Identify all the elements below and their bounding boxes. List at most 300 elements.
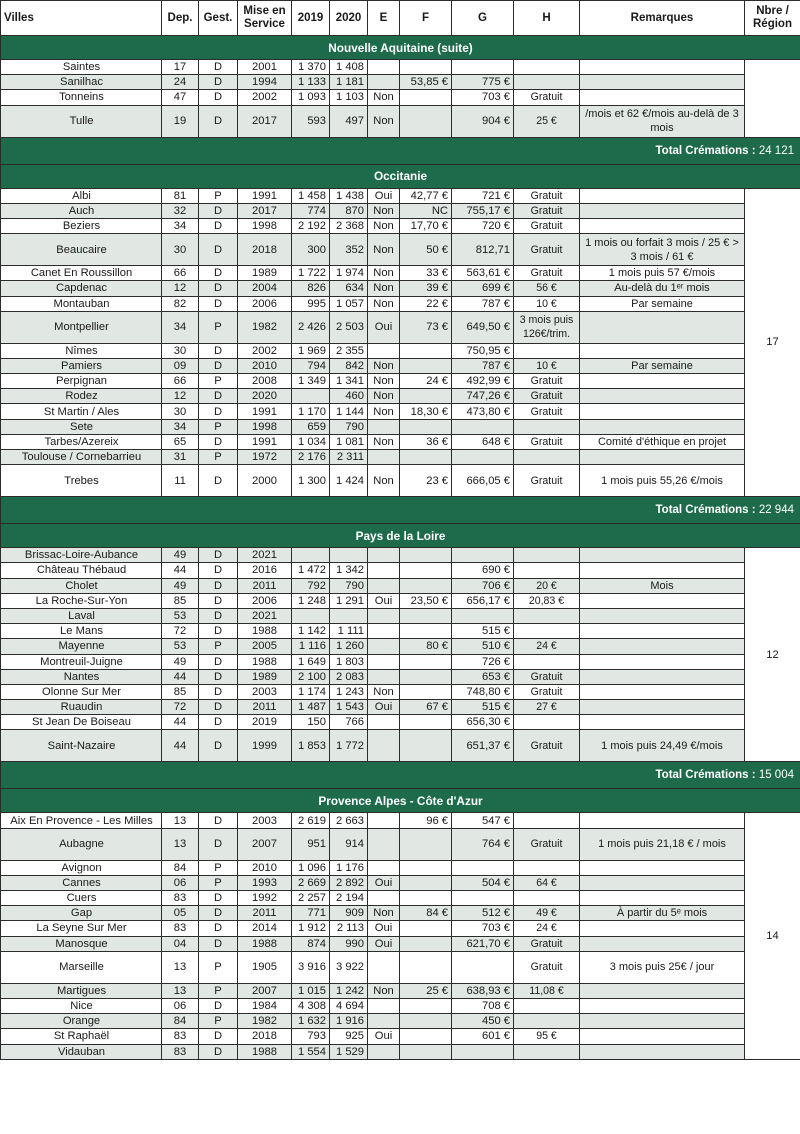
cell-2020: 790	[330, 578, 368, 593]
cell-remarques	[580, 700, 745, 715]
cell-e	[368, 419, 400, 434]
cell-h: 24 €	[514, 921, 580, 936]
cell-remarques	[580, 1014, 745, 1029]
cell-f: 25 €	[400, 983, 452, 998]
cell-h: Gratuit	[514, 404, 580, 419]
cell-mise: 2006	[238, 296, 292, 311]
cell-mise: 2002	[238, 343, 292, 358]
cell-ville: Nîmes	[1, 343, 162, 358]
cell-dep: 04	[162, 936, 199, 951]
cell-e: Oui	[368, 1029, 400, 1044]
cell-f	[400, 654, 452, 669]
cell-remarques	[580, 404, 745, 419]
cell-mise: 2021	[238, 548, 292, 563]
cell-h: 3 mois puis 126€/trim.	[514, 311, 580, 343]
cell-gest: D	[199, 921, 238, 936]
cell-2019: 659	[292, 419, 330, 434]
cell-remarques	[580, 921, 745, 936]
cell-e: Oui	[368, 311, 400, 343]
cell-2020	[330, 608, 368, 623]
table-row	[1, 90, 800, 105]
cell-gest: D	[199, 828, 238, 860]
cell-2019: 1 487	[292, 700, 330, 715]
cell-2020: 2 663	[330, 813, 368, 828]
cell-ville: Pamiers	[1, 358, 162, 373]
cell-gest: D	[199, 90, 238, 105]
cell-2020: 2 503	[330, 311, 368, 343]
cell-g: 621,70 €	[452, 936, 514, 951]
total-label: Total Crémations :	[655, 504, 756, 517]
cell-e	[368, 639, 400, 654]
cell-dep: 30	[162, 404, 199, 419]
header-g: G	[452, 1, 514, 36]
cell-e	[368, 998, 400, 1013]
cell-mise: 1994	[238, 75, 292, 90]
cell-g: 473,80 €	[452, 404, 514, 419]
cell-dep: 83	[162, 891, 199, 906]
cell-e	[368, 75, 400, 90]
cell-g: 450 €	[452, 1014, 514, 1029]
cell-ville: Nice	[1, 998, 162, 1013]
cell-e	[368, 860, 400, 875]
cell-g	[452, 419, 514, 434]
cell-h: Gratuit	[514, 684, 580, 699]
table-row	[1, 563, 800, 578]
cell-2019: 593	[292, 105, 330, 137]
cell-ville: Avignon	[1, 860, 162, 875]
cell-h: 20,83 €	[514, 593, 580, 608]
cell-ville: Saint-Nazaire	[1, 730, 162, 762]
cell-dep: 49	[162, 578, 199, 593]
cell-2019: 150	[292, 715, 330, 730]
cell-h	[514, 624, 580, 639]
cell-f: 18,30 €	[400, 404, 452, 419]
cell-2019: 1 458	[292, 188, 330, 203]
cell-h	[514, 419, 580, 434]
cell-g: 547 €	[452, 813, 514, 828]
cell-remarques	[580, 419, 745, 434]
cell-2019: 1 142	[292, 624, 330, 639]
cell-h: Gratuit	[514, 389, 580, 404]
header-remarques: Remarques	[580, 1, 745, 36]
cell-remarques: 1 mois puis 57 €/mois	[580, 266, 745, 281]
cell-gest: D	[199, 218, 238, 233]
cell-gest: D	[199, 998, 238, 1013]
cell-dep: 34	[162, 218, 199, 233]
cell-h: 10 €	[514, 358, 580, 373]
cell-ville: Trebes	[1, 465, 162, 497]
cell-e	[368, 343, 400, 358]
cell-gest: D	[199, 266, 238, 281]
cell-dep: 85	[162, 684, 199, 699]
cell-2020: 925	[330, 1029, 368, 1044]
cell-f	[400, 578, 452, 593]
header-2020: 2020	[330, 1, 368, 36]
cell-e	[368, 669, 400, 684]
cell-mise: 2002	[238, 90, 292, 105]
table-row	[1, 639, 800, 654]
cell-gest: P	[199, 860, 238, 875]
table-row	[1, 218, 800, 233]
header-2019: 2019	[292, 1, 330, 36]
cell-2019: 1 349	[292, 374, 330, 389]
cell-gest: D	[199, 281, 238, 296]
cell-nbre-region	[745, 60, 800, 138]
cell-f	[400, 1044, 452, 1059]
cell-gest: D	[199, 75, 238, 90]
cell-gest: D	[199, 906, 238, 921]
table-row	[1, 875, 800, 890]
cell-remarques	[580, 593, 745, 608]
cell-mise: 1998	[238, 218, 292, 233]
cell-nbre-region: 12	[745, 548, 800, 762]
cell-ville: Gap	[1, 906, 162, 921]
cell-h: 10 €	[514, 296, 580, 311]
cell-e	[368, 715, 400, 730]
cell-remarques	[580, 1044, 745, 1059]
cell-2019: 1 133	[292, 75, 330, 90]
cell-ville: Perpignan	[1, 374, 162, 389]
cell-2020: 1 529	[330, 1044, 368, 1059]
cell-ville: St Raphaël	[1, 1029, 162, 1044]
cell-mise: 2005	[238, 639, 292, 654]
cell-e	[368, 813, 400, 828]
cell-dep: 31	[162, 450, 199, 465]
cell-e: Non	[368, 389, 400, 404]
cell-gest: P	[199, 983, 238, 998]
table-row	[1, 296, 800, 311]
cell-ville: Cannes	[1, 875, 162, 890]
cell-f: 33 €	[400, 266, 452, 281]
cell-ville: Sanilhac	[1, 75, 162, 90]
cell-2019	[292, 608, 330, 623]
region-title: Pays de la Loire	[1, 524, 800, 548]
cell-dep: 53	[162, 608, 199, 623]
cell-mise: 1989	[238, 266, 292, 281]
cell-dep: 19	[162, 105, 199, 137]
cell-h	[514, 608, 580, 623]
cell-2020: 2 355	[330, 343, 368, 358]
cell-e: Non	[368, 906, 400, 921]
cell-gest: D	[199, 593, 238, 608]
cell-2019: 1 472	[292, 563, 330, 578]
cell-mise: 2017	[238, 203, 292, 218]
cell-remarques: 1 mois puis 55,26 €/mois	[580, 465, 745, 497]
table-row	[1, 434, 800, 449]
cell-ville: Vidauban	[1, 1044, 162, 1059]
cell-g: 703 €	[452, 90, 514, 105]
cell-mise: 2008	[238, 374, 292, 389]
cell-h: Gratuit	[514, 465, 580, 497]
cell-2019: 951	[292, 828, 330, 860]
cell-h	[514, 563, 580, 578]
cell-gest: P	[199, 311, 238, 343]
cell-2020: 1 181	[330, 75, 368, 90]
cell-e	[368, 624, 400, 639]
cell-dep: 44	[162, 730, 199, 762]
cell-h	[514, 891, 580, 906]
cell-gest: P	[199, 1014, 238, 1029]
cell-dep: 24	[162, 75, 199, 90]
cell-dep: 13	[162, 813, 199, 828]
table-row	[1, 828, 800, 860]
cell-f	[400, 730, 452, 762]
table-row	[1, 998, 800, 1013]
cell-2019: 300	[292, 234, 330, 266]
table-row	[1, 105, 800, 137]
cell-remarques: Mois	[580, 578, 745, 593]
cell-g: 666,05 €	[452, 465, 514, 497]
cell-dep: 49	[162, 548, 199, 563]
cell-dep: 44	[162, 563, 199, 578]
cell-f: 73 €	[400, 311, 452, 343]
cell-f: 39 €	[400, 281, 452, 296]
cell-e: Oui	[368, 593, 400, 608]
cell-remarques	[580, 891, 745, 906]
cell-mise: 2018	[238, 1029, 292, 1044]
cell-2020: 1 144	[330, 404, 368, 419]
cell-gest: D	[199, 358, 238, 373]
cell-2020: 990	[330, 936, 368, 951]
table-row	[1, 654, 800, 669]
cell-2019: 1 116	[292, 639, 330, 654]
cell-e: Non	[368, 266, 400, 281]
cell-gest: P	[199, 875, 238, 890]
cell-e: Non	[368, 684, 400, 699]
cell-g	[452, 548, 514, 563]
cell-2019: 2 669	[292, 875, 330, 890]
cell-f	[400, 860, 452, 875]
region-header	[1, 789, 800, 813]
cell-2020: 914	[330, 828, 368, 860]
table-row	[1, 684, 800, 699]
cell-e: Non	[368, 296, 400, 311]
cell-gest: D	[199, 434, 238, 449]
cell-gest: P	[199, 188, 238, 203]
cell-mise: 1988	[238, 1044, 292, 1059]
cell-dep: 32	[162, 203, 199, 218]
header-nbre: Nbre / Région	[745, 1, 800, 36]
cell-remarques: À partir du 5ᵉ mois	[580, 906, 745, 921]
cell-2020: 2 113	[330, 921, 368, 936]
cell-2020: 3 922	[330, 951, 368, 983]
cell-f	[400, 951, 452, 983]
cell-2020: 2 083	[330, 669, 368, 684]
cell-gest: D	[199, 60, 238, 75]
cell-gest: D	[199, 203, 238, 218]
cell-h: 25 €	[514, 105, 580, 137]
cell-gest: D	[199, 715, 238, 730]
cell-h: 24 €	[514, 639, 580, 654]
cell-dep: 65	[162, 434, 199, 449]
cell-remarques	[580, 60, 745, 75]
cell-remarques: /mois et 62 €/mois au-delà de 3 mois	[580, 105, 745, 137]
cell-dep: 47	[162, 90, 199, 105]
cell-f	[400, 891, 452, 906]
cell-f: 80 €	[400, 639, 452, 654]
cell-g: 510 €	[452, 639, 514, 654]
cell-f: 96 €	[400, 813, 452, 828]
cell-2020	[330, 548, 368, 563]
cell-g	[452, 891, 514, 906]
cell-f: 36 €	[400, 434, 452, 449]
cell-mise: 1988	[238, 624, 292, 639]
cell-2019: 774	[292, 203, 330, 218]
cell-2019: 2 176	[292, 450, 330, 465]
cell-remarques: Au-delà du 1ᵉʳ mois	[580, 281, 745, 296]
cell-h: Gratuit	[514, 203, 580, 218]
region-title: Nouvelle Aquitaine (suite)	[1, 36, 800, 60]
cell-mise: 2010	[238, 358, 292, 373]
cell-2019: 1 853	[292, 730, 330, 762]
cell-mise: 1988	[238, 654, 292, 669]
cell-2019: 874	[292, 936, 330, 951]
cell-mise: 2019	[238, 715, 292, 730]
cell-dep: 84	[162, 1014, 199, 1029]
header-h: H	[514, 1, 580, 36]
cell-ville: Orange	[1, 1014, 162, 1029]
cell-ville: Ruaudin	[1, 700, 162, 715]
header-villes: Villes	[1, 1, 162, 36]
cell-2019: 3 916	[292, 951, 330, 983]
cell-dep: 30	[162, 234, 199, 266]
cell-ville: Mayenne	[1, 639, 162, 654]
cell-ville: Toulouse / Cornebarrieu	[1, 450, 162, 465]
cell-2020: 1 243	[330, 684, 368, 699]
table-row	[1, 266, 800, 281]
cell-gest: D	[199, 700, 238, 715]
cell-mise: 2014	[238, 921, 292, 936]
cell-g: 656,30 €	[452, 715, 514, 730]
cell-g: 787 €	[452, 358, 514, 373]
cell-dep: 49	[162, 654, 199, 669]
cell-dep: 34	[162, 311, 199, 343]
cell-ville: Aix En Provence - Les Milles	[1, 813, 162, 828]
cell-g: 747,26 €	[452, 389, 514, 404]
table-row	[1, 203, 800, 218]
cell-remarques: Comité d'éthique en projet	[580, 434, 745, 449]
cell-2020: 1 342	[330, 563, 368, 578]
cell-2020: 2 368	[330, 218, 368, 233]
cell-mise: 2018	[238, 234, 292, 266]
region-title: Provence Alpes - Côte d'Azur	[1, 789, 800, 813]
header-mise: Mise en Service	[238, 1, 292, 36]
cell-h: 56 €	[514, 281, 580, 296]
cell-gest: P	[199, 374, 238, 389]
cell-gest: D	[199, 624, 238, 639]
cell-2020: 1 111	[330, 624, 368, 639]
cell-2020: 2 194	[330, 891, 368, 906]
cell-f: 24 €	[400, 374, 452, 389]
cell-2020: 1 176	[330, 860, 368, 875]
cell-remarques: Par semaine	[580, 296, 745, 311]
cell-remarques	[580, 608, 745, 623]
cell-g: 904 €	[452, 105, 514, 137]
table-header	[1, 1, 800, 36]
cell-gest: D	[199, 563, 238, 578]
cell-h: Gratuit	[514, 374, 580, 389]
cell-mise: 2007	[238, 828, 292, 860]
cell-e: Oui	[368, 700, 400, 715]
table-row	[1, 578, 800, 593]
table-row	[1, 860, 800, 875]
cell-remarques	[580, 218, 745, 233]
cell-e	[368, 730, 400, 762]
cell-2019: 2 192	[292, 218, 330, 233]
cell-mise: 2020	[238, 389, 292, 404]
cell-f: 22 €	[400, 296, 452, 311]
cell-f	[400, 998, 452, 1013]
table-row	[1, 593, 800, 608]
cell-2020: 870	[330, 203, 368, 218]
cell-gest: D	[199, 684, 238, 699]
cell-g: 601 €	[452, 1029, 514, 1044]
cell-h: Gratuit	[514, 936, 580, 951]
cell-2019: 1 722	[292, 266, 330, 281]
cell-ville: St Jean De Boiseau	[1, 715, 162, 730]
cell-g: 515 €	[452, 624, 514, 639]
cell-remarques: 1 mois ou forfait 3 mois / 25 € > 3 mois / 61 €	[580, 234, 745, 266]
table-row	[1, 358, 800, 373]
cell-ville: Montreuil-Juigne	[1, 654, 162, 669]
cell-g: 748,80 €	[452, 684, 514, 699]
cell-mise: 1993	[238, 875, 292, 890]
cell-2020: 1 803	[330, 654, 368, 669]
cell-remarques	[580, 669, 745, 684]
cell-mise: 1991	[238, 434, 292, 449]
cell-e	[368, 891, 400, 906]
cell-g: 653 €	[452, 669, 514, 684]
cell-h	[514, 548, 580, 563]
cell-nbre-region: 14	[745, 813, 800, 1059]
cell-2020: 2 892	[330, 875, 368, 890]
cell-g: 721 €	[452, 188, 514, 203]
cell-2020: 909	[330, 906, 368, 921]
cell-ville: Rodez	[1, 389, 162, 404]
table-row	[1, 730, 800, 762]
cell-mise: 1989	[238, 669, 292, 684]
table-row	[1, 891, 800, 906]
table-row	[1, 450, 800, 465]
table-row	[1, 389, 800, 404]
cell-e: Non	[368, 203, 400, 218]
cell-g: 638,93 €	[452, 983, 514, 998]
cell-mise: 1982	[238, 311, 292, 343]
cell-e: Oui	[368, 921, 400, 936]
cell-ville: Tarbes/Azereix	[1, 434, 162, 449]
cell-mise: 2010	[238, 860, 292, 875]
cell-h: Gratuit	[514, 188, 580, 203]
cell-h	[514, 715, 580, 730]
cell-2019: 1 015	[292, 983, 330, 998]
header-f: F	[400, 1, 452, 36]
cell-f	[400, 669, 452, 684]
cell-g: 726 €	[452, 654, 514, 669]
cell-g	[452, 951, 514, 983]
cell-f	[400, 548, 452, 563]
cell-gest: D	[199, 608, 238, 623]
cell-h: Gratuit	[514, 951, 580, 983]
cell-dep: 72	[162, 624, 199, 639]
cell-f	[400, 563, 452, 578]
region-header	[1, 164, 800, 188]
cell-h	[514, 813, 580, 828]
table-row	[1, 951, 800, 983]
cell-g: 492,99 €	[452, 374, 514, 389]
cell-ville: St Martin / Ales	[1, 404, 162, 419]
cell-g: 656,17 €	[452, 593, 514, 608]
cell-e	[368, 563, 400, 578]
